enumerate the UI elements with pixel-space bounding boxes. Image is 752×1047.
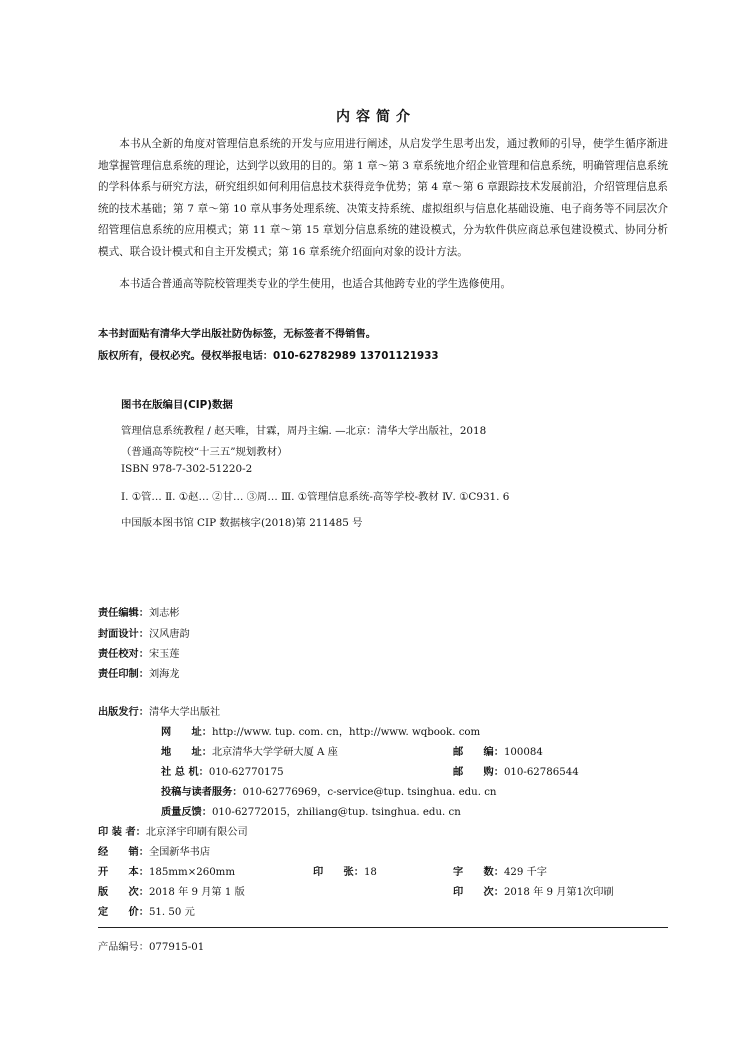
cip-line-1: 管理信息系统教程 / 赵天唯，甘霖，周丹主编. —北京：清华大学出版社，2018 xyxy=(121,425,487,437)
product-code-row xyxy=(98,938,204,953)
staff-label: 封面设计： xyxy=(98,629,149,640)
intro-title: 内容简介 xyxy=(336,109,416,125)
cip-line-2: （普通高等院校“十三五”规划教材） xyxy=(121,446,288,458)
format-label: 开 本： xyxy=(98,867,149,878)
address-label: 地 址： xyxy=(161,747,212,758)
reader-service-label: 投稿与读者服务： xyxy=(161,787,243,798)
reader-service-row xyxy=(161,783,496,798)
zip-label: 邮 编： xyxy=(453,747,504,758)
zip-value: 100084 xyxy=(503,747,543,758)
quality-feedback-label: 质量反馈： xyxy=(161,807,212,818)
sheets-row xyxy=(313,863,377,878)
publisher-row xyxy=(98,703,220,718)
website-value: http://www. tup. com. cn，http://www. wqbook. com xyxy=(211,727,481,738)
publisher-label: 出版发行： xyxy=(98,707,149,718)
cip-title: 图书在版编目(CIP)数据 xyxy=(121,399,233,411)
staff-row xyxy=(98,625,190,640)
staff-row xyxy=(98,665,180,680)
staff-label: 责任编辑： xyxy=(98,608,149,619)
intro-paragraph-1: 本书从全新的角度对管理信息系统的开发与应用进行阐述，从启发学生思考出发，通过教师的引导，使学生循序渐进地掌握管理信息系统的理论，达到学以致用的目的。第 1 章～第 3 章系统地介绍企业管理和信息系统，明确管理信息系统的学科体系与研究方法，研究组织如何利用信息技术获得竞争优势；第 4 章～第 6 章跟踪技术发展前沿，介绍管理信息系统的技术基础；第 7 章～第 10 章从事务处理系统、决策支持系统、虚拟组织与信息化基础设施、电子商务等不同层次介绍管理信息系统的应用模式；第 11 章～第 15 章划分信息系统的建设模式，分为软件供应商总承包建设模式、协同分析模式、联合设计模式和自主开发模式；第 16 章系统介绍面向对象的设计方法。 xyxy=(98,138,668,258)
price-label: 定 价： xyxy=(98,907,149,918)
edition-value: 2018 年 9 月第 1 版 xyxy=(148,887,245,898)
address-row xyxy=(161,743,338,758)
mail-order-label: 邮 购： xyxy=(453,767,504,778)
cip-record: 中国版本图书馆 CIP 数据核字(2018)第 211485 号 xyxy=(121,517,363,529)
price-row xyxy=(98,903,195,918)
format-value: 185mm×260mm xyxy=(148,867,236,878)
product-code-label: 产品编号： xyxy=(98,942,149,953)
distributor-label: 经 销： xyxy=(98,847,149,858)
edition-row xyxy=(98,883,245,898)
sheets-label: 印 张： xyxy=(313,867,364,878)
staff-row xyxy=(98,604,180,619)
anti-counterfeit-notice: 本书封面贴有清华大学出版社防伪标签，无标签者不得销售。 xyxy=(98,328,377,340)
switchboard-value: 010-62770175 xyxy=(208,767,284,778)
edition-label: 版 次： xyxy=(98,887,149,898)
switchboard-label: 社 总 机： xyxy=(161,767,209,778)
staff-value: 汉风唐韵 xyxy=(148,629,190,640)
intro-paragraph-2: 本书适合普通高等院校管理类专业的学生使用，也适合其他跨专业的学生选修使用。 xyxy=(119,278,512,290)
reader-service-value: 010-62776969，c-service@tup. tsinghua. edu. cn xyxy=(242,787,497,798)
mail-order-value: 010-62786544 xyxy=(503,767,579,778)
website-row xyxy=(161,723,480,738)
staff-label: 责任校对： xyxy=(98,649,149,660)
printer-row xyxy=(98,823,248,838)
quality-feedback-row xyxy=(161,803,461,818)
impression-value: 2018 年 9 月第1次印刷 xyxy=(503,887,614,898)
cip-isbn: ISBN 978-7-302-51220-2 xyxy=(121,463,253,475)
zip-row xyxy=(453,743,543,758)
publisher-value: 清华大学出版社 xyxy=(148,707,221,718)
copyright-notice: 版权所有，侵权必究。侵权举报电话：010-62782989 13701121933 xyxy=(98,350,439,362)
format-row xyxy=(98,863,235,878)
staff-row xyxy=(98,645,180,660)
cip-subjects: Ⅰ. ①管… Ⅱ. ①赵… ②甘… ③周… Ⅲ. ①管理信息系统-高等学校-教材 Ⅳ. ①C931. 6 xyxy=(121,491,510,503)
staff-value: 刘志彬 xyxy=(148,608,180,619)
word-count-label: 字 数： xyxy=(453,867,504,878)
distributor-row xyxy=(98,843,210,858)
printer-label: 印 装 者： xyxy=(98,827,146,838)
address-value: 北京清华大学学研大厦 A 座 xyxy=(211,747,338,758)
distributor-value: 全国新华书店 xyxy=(148,847,211,858)
impression-row xyxy=(453,883,614,898)
divider-rule xyxy=(98,927,668,928)
switchboard-row xyxy=(161,763,284,778)
website-label: 网 址： xyxy=(161,727,212,738)
printer-value: 北京泽宇印刷有限公司 xyxy=(145,827,248,838)
sheets-value: 18 xyxy=(363,867,377,878)
price-value: 51. 50 元 xyxy=(148,907,195,918)
product-code-value: 077915-01 xyxy=(148,942,205,953)
impression-label: 印 次： xyxy=(453,887,504,898)
quality-feedback-value: 010-62772015，zhiliang@tup. tsinghua. edu. cn xyxy=(211,807,461,818)
staff-value: 刘海龙 xyxy=(148,669,180,680)
staff-label: 责任印制： xyxy=(98,669,149,680)
word-count-row xyxy=(453,863,547,878)
staff-value: 宋玉莲 xyxy=(148,649,180,660)
word-count-value: 429 千字 xyxy=(503,867,547,878)
mail-order-row xyxy=(453,763,579,778)
